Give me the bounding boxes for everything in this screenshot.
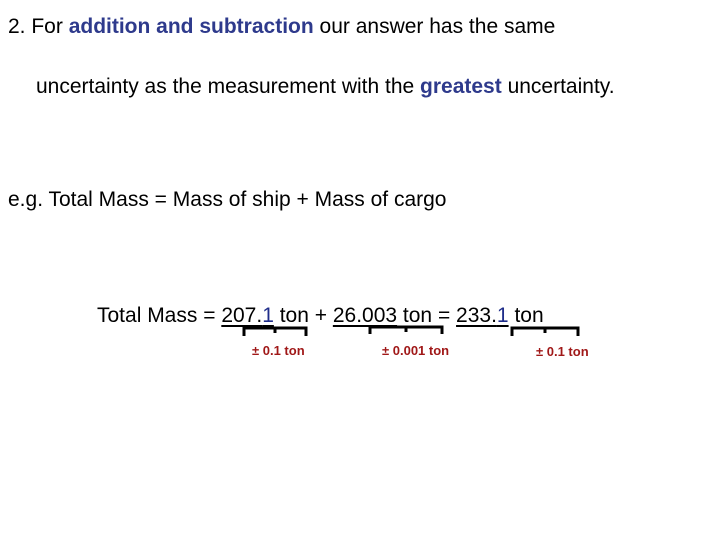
- rule-line2-suffix: uncertainty.: [501, 75, 615, 98]
- unit1: ton +: [273, 304, 333, 327]
- unit3: ton: [508, 304, 544, 327]
- example-text: e.g. Total Mass = Mass of ship + Mass of cargo: [8, 188, 447, 211]
- bracket-term2: [370, 327, 442, 334]
- result-digit: 1: [496, 304, 509, 327]
- rule-highlight-addition-subtraction: addition and subtraction: [68, 15, 314, 38]
- bracket-result: [512, 328, 578, 336]
- equation-line: [97, 304, 544, 328]
- uncertainty-result: ± 0.1 ton: [536, 344, 589, 359]
- example-line: [8, 188, 446, 212]
- term1-value: [221, 304, 274, 327]
- rule-highlight-greatest: greatest: [420, 75, 502, 98]
- bracket-term1: [244, 328, 306, 336]
- term1-main: 207.: [221, 304, 263, 327]
- term1-digit: 1: [262, 304, 274, 327]
- rule-line2-prefix: uncertainty as the measurement with the: [36, 75, 421, 98]
- uncertainty-term2: ± 0.001 ton: [382, 343, 450, 358]
- rule-line-2: [36, 75, 615, 99]
- rule-middle: our answer has the same: [313, 15, 556, 38]
- rule-prefix: 2. For: [8, 15, 69, 38]
- term2-value: 26.003: [332, 304, 398, 327]
- rule-line-1: [8, 15, 555, 39]
- unit2: ton =: [397, 304, 457, 327]
- equation-lhs: Total Mass =: [97, 304, 222, 327]
- uncertainty-term1: ± 0.1 ton: [252, 343, 305, 358]
- result-main: 233.: [456, 304, 497, 327]
- result-value: [456, 304, 509, 327]
